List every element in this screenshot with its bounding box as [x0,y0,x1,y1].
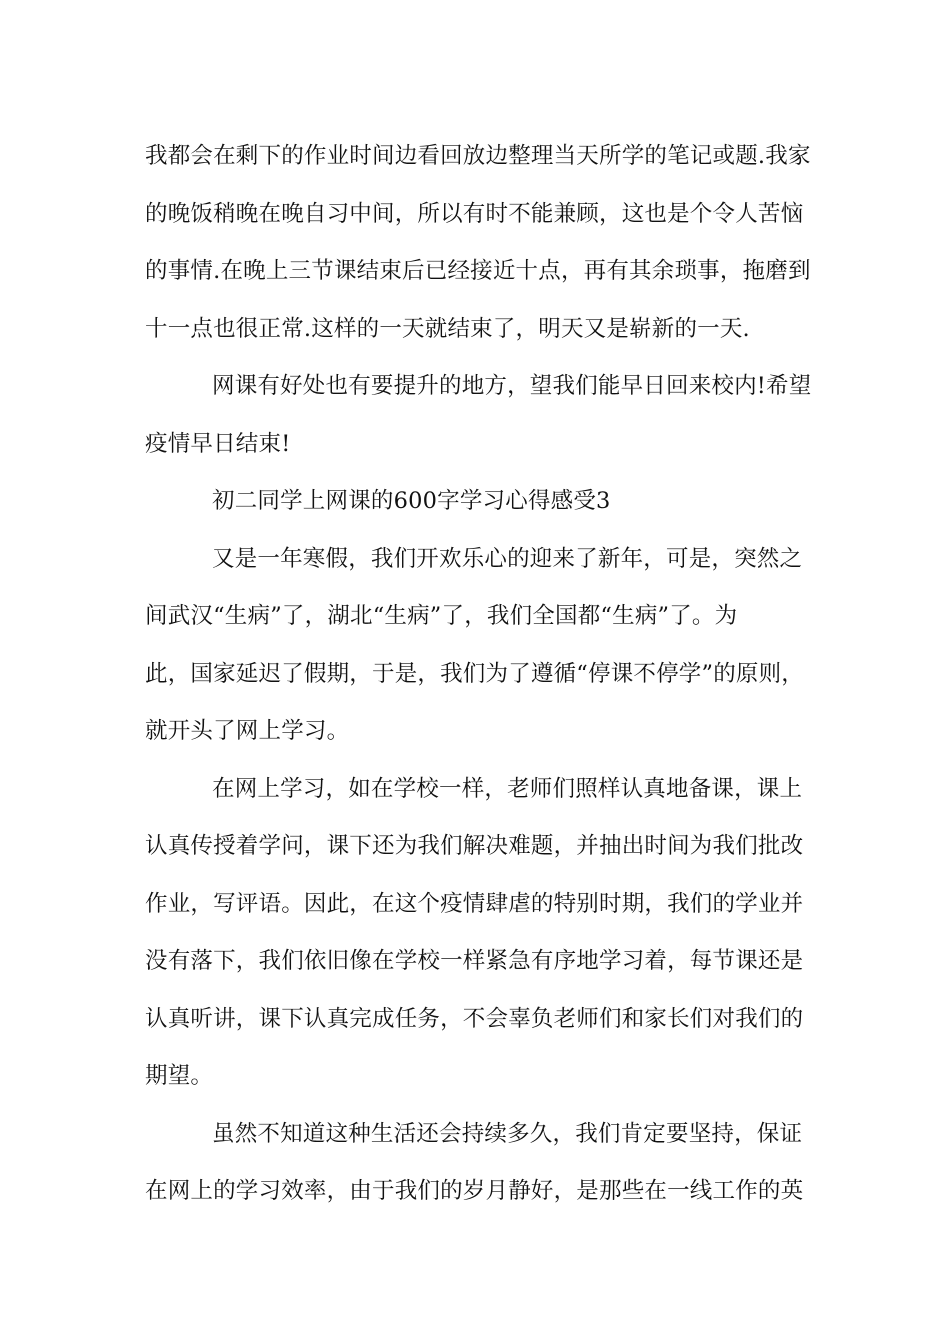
text-line: 认真听讲，课下认真完成任务，不会辜负老师们和家长们对我们的 [145,1005,804,1032]
text-line: 的晚饭稍晚在晚自习中间，所以有时不能兼顾，这也是个令人苦恼 [145,200,804,227]
text-line: 我都会在剩下的作业时间边看回放边整理当天所学的笔记或题.我家 [145,143,811,169]
heading-text: 初二同学上网课的600字学习心得感受3 [212,488,611,514]
text-line: 的事情.在晚上三节课结束后已经接近十点，再有其余琐事，拖磨到 [145,258,811,284]
text-line: 作业，写评语。因此，在这个疫情肆虐的特别时期，我们的学业并 [145,890,804,917]
text-line: 认真传授着学问，课下还为我们解决难题，并抽出时间为我们批改 [145,833,804,859]
text-line: 虽然不知道这种生活还会持续多久，我们肯定要坚持，保证 [212,1120,803,1147]
text-line: 疫情早日结束! [145,430,291,457]
text-line: 网课有好处也有要提升的地方，望我们能早日回来校内!希望 [212,373,812,399]
paragraph-continued [145,128,820,358]
text-line: 在网上的学习效率，由于我们的岁月静好，是那些在一线工作的英 [145,1178,804,1204]
text-line: 十一点也很正常.这样的一天就结束了，明天又是崭新的一天. [145,315,750,342]
text-line: 在网上学习，如在学校一样，老师们照样认真地备课，课上 [212,775,803,802]
text-line: 期望。 [145,1063,214,1089]
paragraph [145,531,820,761]
paragraph [145,761,820,1106]
section-heading [145,473,820,531]
paragraph [145,1106,820,1221]
text-line: 此，国家延迟了假期，于是，我们为了遵循“停课不停学”的原则， [145,660,805,687]
text-line: 就开头了网上学习。 [145,718,350,744]
text-line: 又是一年寒假，我们开欢乐心的迎来了新年，可是，突然之 [212,545,803,572]
text-line: 没有落下，我们依旧像在学校一样紧急有序地学习着，每节课还是 [145,948,804,974]
paragraph [145,358,820,473]
document-body [145,128,820,1221]
text-line: 间武汉“生病”了，湖北“生病”了，我们全国都“生病”了。为 [145,603,738,629]
